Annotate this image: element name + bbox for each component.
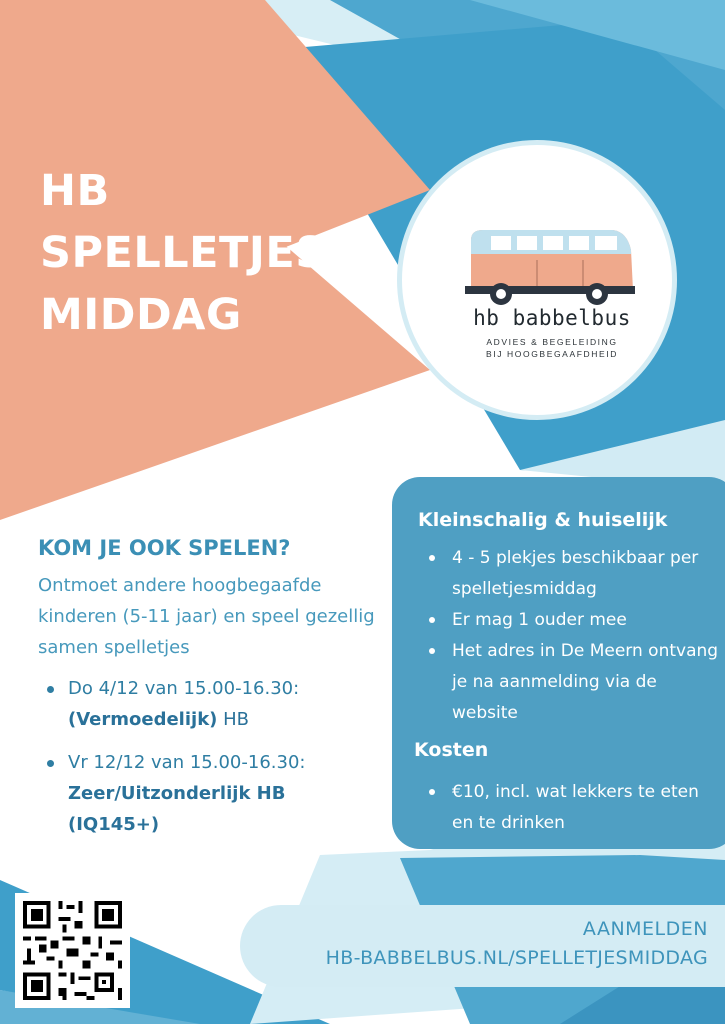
event-item xyxy=(38,673,378,735)
brand-name: hb babbelbus xyxy=(473,306,631,330)
event-item xyxy=(38,747,378,840)
event-group-rest: HB xyxy=(217,709,249,730)
info-item: Het adres in De Meern ontvang je na aanmelding via de website xyxy=(424,636,724,729)
signup-link[interactable]: HB-BABBELBUS.NL/SPELLETJESMIDDAG xyxy=(325,947,708,969)
page-title xyxy=(40,160,327,346)
title-line-3: MIDDAG xyxy=(40,290,242,340)
info-item: 4 - 5 plekjes beschikbaar per spelletjesmiddag xyxy=(424,543,724,605)
event-group: Zeer/Uitzonderlijk HB (IQ145+) xyxy=(68,783,286,835)
costs-item: €10, incl. wat lekkers te eten en te drinken xyxy=(424,777,724,839)
event-date: Vr 12/12 van 15.00-16.30: xyxy=(68,752,306,773)
intro-text: Ontmoet andere hoogbegaafde kinderen (5-11 jaar) en speel gezellig samen spelletjes xyxy=(38,575,375,658)
camper-van-icon xyxy=(463,220,635,308)
costs-list xyxy=(424,777,724,839)
signup-label: AANMELDEN xyxy=(582,918,708,940)
intro-heading: KOM JE OOK SPELEN? xyxy=(38,536,291,560)
title-line-1: HB xyxy=(40,166,110,216)
event-group xyxy=(68,704,378,735)
event-list xyxy=(38,673,378,840)
info-panel xyxy=(392,477,725,849)
brand-tagline-line-2: BIJ HOOGBEGAAFDHEID xyxy=(486,349,618,359)
intro-section xyxy=(38,536,378,852)
info-list xyxy=(424,543,724,729)
qr-code-icon[interactable] xyxy=(15,893,130,1008)
info-heading: Kleinschalig & huiselijk xyxy=(418,509,668,531)
brand-tagline-line-1: ADVIES & BEGELEIDING xyxy=(486,337,618,347)
title-line-2: SPELLETJES xyxy=(40,228,327,278)
costs-heading: Kosten xyxy=(414,739,489,761)
event-group-bold: (Vermoedelijk) xyxy=(68,709,218,730)
event-date: Do 4/12 van 15.00-16.30: xyxy=(68,678,300,699)
info-item: Er mag 1 ouder mee xyxy=(424,605,724,636)
brand-tagline xyxy=(462,336,642,360)
